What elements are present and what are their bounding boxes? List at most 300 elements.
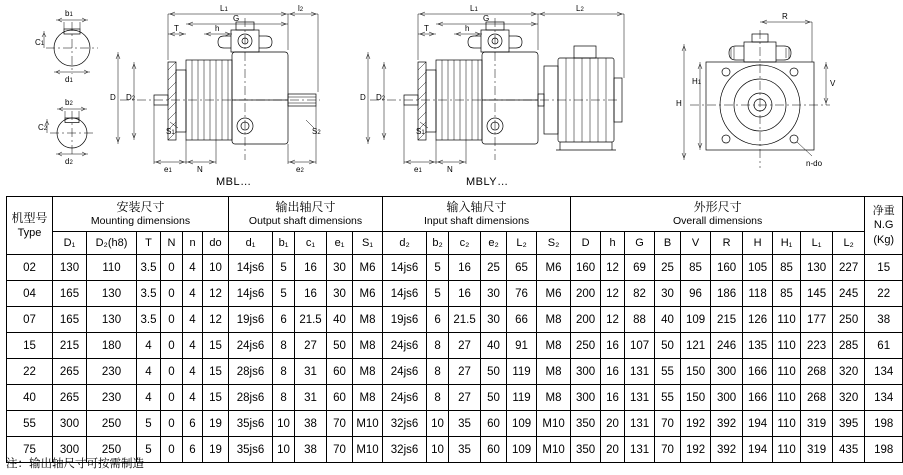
cell-V: 121 [681, 333, 711, 359]
subheader-c2: c₂ [449, 232, 481, 255]
cell-D: 350 [571, 437, 601, 463]
cell-c2: 16 [449, 255, 481, 281]
assembly-view-mbl [110, 4, 321, 174]
cell-L2: 250 [833, 307, 865, 333]
subheader-d1: d₁ [229, 232, 273, 255]
subheader-L2-input: L₂ [507, 232, 537, 255]
cell-d1: 24js6 [229, 333, 273, 359]
cell-d1: 14js6 [229, 255, 273, 281]
svg-text:S2: S2 [312, 127, 321, 136]
cell-N: 0 [161, 437, 183, 463]
header-mounting-dimensions: 安装尺寸 Mounting dimensions [53, 197, 229, 232]
cell-b2: 10 [427, 437, 449, 463]
cell-L1: 268 [801, 359, 833, 385]
table-subheader-row [7, 232, 903, 255]
cell-ng: 22 [865, 281, 903, 307]
cell-n: 4 [183, 281, 203, 307]
cell-D2: 230 [87, 385, 137, 411]
cell-B: 50 [655, 333, 681, 359]
cell-R: 392 [711, 411, 743, 437]
cell-h: 12 [601, 255, 625, 281]
cell-R: 246 [711, 333, 743, 359]
header-input-shaft-dimensions: 输入轴尺寸 Input shaft dimensions [383, 197, 571, 232]
cell-D2: 180 [87, 333, 137, 359]
cell-S1: M8 [353, 385, 383, 411]
cell-G: 82 [625, 281, 655, 307]
cell-N: 0 [161, 333, 183, 359]
cell-L2: 435 [833, 437, 865, 463]
cell-b2: 10 [427, 411, 449, 437]
cell-H1: 110 [773, 359, 801, 385]
cell-c1: 38 [295, 411, 327, 437]
svg-text:G: G [483, 14, 490, 23]
cell-V: 109 [681, 307, 711, 333]
cell-G: 131 [625, 385, 655, 411]
cell-L2-input: 109 [507, 437, 537, 463]
cell-b1: 8 [273, 385, 295, 411]
cell-b1: 5 [273, 255, 295, 281]
cell-b1: 5 [273, 281, 295, 307]
svg-text:e1: e1 [164, 165, 172, 174]
svg-text:L2: L2 [576, 4, 584, 13]
cell-L1: 268 [801, 385, 833, 411]
cell-D2: 110 [87, 255, 137, 281]
cell-L2-input: 66 [507, 307, 537, 333]
svg-text:b1: b1 [65, 9, 73, 18]
end-view-flange [676, 12, 836, 168]
cell-do: 12 [203, 281, 229, 307]
cell-do: 15 [203, 385, 229, 411]
cell-V: 96 [681, 281, 711, 307]
cell-e1: 40 [327, 307, 353, 333]
cell-D2: 130 [87, 281, 137, 307]
cell-d1: 14js6 [229, 281, 273, 307]
cell-D1: 165 [53, 281, 87, 307]
cell-H1: 85 [773, 281, 801, 307]
cell-n: 4 [183, 385, 203, 411]
svg-text:N: N [197, 165, 203, 174]
cell-D: 350 [571, 411, 601, 437]
cell-L2-input: 91 [507, 333, 537, 359]
cell-c1: 38 [295, 437, 327, 463]
subheader-D2h8: D₂(h8) [87, 232, 137, 255]
cell-c2: 21.5 [449, 307, 481, 333]
footnote: 注：输出轴尺寸可按需制造 [6, 458, 144, 470]
cell-L2-input: 109 [507, 411, 537, 437]
cell-H1: 110 [773, 437, 801, 463]
cell-h: 20 [601, 437, 625, 463]
dimensions-table [6, 196, 903, 463]
cell-S1: M10 [353, 411, 383, 437]
cell-b1: 10 [273, 437, 295, 463]
dimensions-table-wrapper [6, 196, 895, 463]
cell-T: 5 [137, 411, 161, 437]
cell-ng: 15 [865, 255, 903, 281]
cell-L2-input: 119 [507, 359, 537, 385]
subheader-L1: L₁ [801, 232, 833, 255]
svg-text:T: T [174, 24, 179, 33]
cell-R: 215 [711, 307, 743, 333]
cell-h: 20 [601, 411, 625, 437]
cell-S2: M8 [537, 359, 571, 385]
cell-do: 19 [203, 437, 229, 463]
cell-ng: 198 [865, 437, 903, 463]
cell-D: 160 [571, 255, 601, 281]
svg-text:D: D [360, 93, 366, 102]
technical-drawings [0, 0, 860, 186]
cell-d2: 24js6 [383, 385, 427, 411]
cell-e1: 70 [327, 411, 353, 437]
cell-type: 15 [7, 333, 53, 359]
cell-V: 192 [681, 437, 711, 463]
cell-V: 192 [681, 411, 711, 437]
cell-n: 4 [183, 333, 203, 359]
cell-D: 200 [571, 281, 601, 307]
cell-c2: 27 [449, 359, 481, 385]
cell-V: 85 [681, 255, 711, 281]
cell-d2: 19js6 [383, 307, 427, 333]
subheader-D1: D₁ [53, 232, 87, 255]
svg-text:S1: S1 [166, 127, 175, 136]
cell-h: 12 [601, 281, 625, 307]
cell-e1: 50 [327, 333, 353, 359]
cell-S2: M10 [537, 411, 571, 437]
cell-d2: 14js6 [383, 255, 427, 281]
cell-H1: 110 [773, 333, 801, 359]
cell-S1: M8 [353, 333, 383, 359]
cell-d2: 24js6 [383, 333, 427, 359]
cell-V: 150 [681, 385, 711, 411]
svg-text:T: T [424, 24, 429, 33]
cell-H: 118 [743, 281, 773, 307]
cell-H1: 85 [773, 255, 801, 281]
cell-L2: 320 [833, 385, 865, 411]
subheader-S2: S₂ [537, 232, 571, 255]
cell-G: 131 [625, 437, 655, 463]
cell-H: 166 [743, 385, 773, 411]
cell-D1: 300 [53, 437, 87, 463]
cell-c2: 27 [449, 385, 481, 411]
table-row [7, 281, 903, 307]
cell-ng: 134 [865, 385, 903, 411]
cell-N: 0 [161, 385, 183, 411]
cell-ng: 198 [865, 411, 903, 437]
cell-e1: 70 [327, 437, 353, 463]
cell-do: 10 [203, 255, 229, 281]
svg-text:d1: d1 [65, 75, 73, 84]
subheader-b2: b₂ [427, 232, 449, 255]
cell-S1: M8 [353, 307, 383, 333]
svg-text:H1: H1 [692, 77, 702, 86]
subheader-H: H [743, 232, 773, 255]
cell-R: 160 [711, 255, 743, 281]
cell-R: 392 [711, 437, 743, 463]
svg-text:D2: D2 [126, 93, 136, 102]
svg-text:C1: C1 [35, 38, 45, 47]
cell-G: 69 [625, 255, 655, 281]
cell-c2: 27 [449, 333, 481, 359]
cell-do: 15 [203, 359, 229, 385]
cell-S1: M10 [353, 437, 383, 463]
cell-G: 88 [625, 307, 655, 333]
subheader-G: G [625, 232, 655, 255]
cell-D: 200 [571, 307, 601, 333]
cell-T: 3.5 [137, 307, 161, 333]
cell-B: 55 [655, 359, 681, 385]
cell-type: 22 [7, 359, 53, 385]
cell-B: 55 [655, 385, 681, 411]
svg-text:L1: L1 [470, 4, 478, 13]
cell-b2: 8 [427, 385, 449, 411]
cell-d1: 28js6 [229, 385, 273, 411]
cell-ng: 38 [865, 307, 903, 333]
cell-L2: 245 [833, 281, 865, 307]
cell-d2: 24js6 [383, 359, 427, 385]
table-row [7, 333, 903, 359]
cell-e1: 30 [327, 281, 353, 307]
shaft-end-view-bottom [38, 98, 94, 166]
subheader-S1: S₁ [353, 232, 383, 255]
svg-text:n-do: n-do [806, 159, 823, 168]
cell-T: 4 [137, 359, 161, 385]
svg-text:C2: C2 [38, 123, 48, 132]
subheader-b1: b₁ [273, 232, 295, 255]
cell-e1: 60 [327, 359, 353, 385]
svg-text:h: h [465, 24, 470, 33]
cell-H: 194 [743, 411, 773, 437]
cell-G: 107 [625, 333, 655, 359]
table-group-header-row [7, 197, 903, 232]
cell-n: 6 [183, 411, 203, 437]
subheader-B: B [655, 232, 681, 255]
cell-S2: M6 [537, 255, 571, 281]
cell-T: 3.5 [137, 255, 161, 281]
cell-c2: 35 [449, 437, 481, 463]
cell-S2: M8 [537, 385, 571, 411]
cell-h: 16 [601, 333, 625, 359]
cell-D1: 265 [53, 359, 87, 385]
cell-b2: 8 [427, 333, 449, 359]
table-row [7, 307, 903, 333]
cell-H1: 110 [773, 411, 801, 437]
cell-D2: 230 [87, 359, 137, 385]
shaft-end-view-top [35, 9, 98, 84]
svg-text:h: h [215, 24, 220, 33]
cell-S1: M6 [353, 281, 383, 307]
cell-H: 194 [743, 437, 773, 463]
svg-text:N: N [447, 165, 453, 174]
cell-N: 0 [161, 307, 183, 333]
subheader-do: do [203, 232, 229, 255]
cell-N: 0 [161, 255, 183, 281]
cell-R: 186 [711, 281, 743, 307]
cell-L2-input: 65 [507, 255, 537, 281]
cell-B: 70 [655, 437, 681, 463]
cell-B: 70 [655, 411, 681, 437]
header-overall-dimensions: 外形尺寸 Overall dimensions [571, 197, 865, 232]
cell-B: 25 [655, 255, 681, 281]
subheader-D: D [571, 232, 601, 255]
cell-b1: 10 [273, 411, 295, 437]
cell-e2: 30 [481, 307, 507, 333]
cell-L1: 145 [801, 281, 833, 307]
cell-T: 4 [137, 385, 161, 411]
subheader-h: h [601, 232, 625, 255]
subheader-e1: e₁ [327, 232, 353, 255]
cell-b1: 6 [273, 307, 295, 333]
cell-type: 40 [7, 385, 53, 411]
cell-D: 250 [571, 333, 601, 359]
cell-D2: 130 [87, 307, 137, 333]
header-net-weight: 净重 N.G (Kg) [865, 197, 903, 255]
svg-text:l2: l2 [298, 4, 304, 13]
cell-L2: 395 [833, 411, 865, 437]
cell-c1: 31 [295, 385, 327, 411]
cell-type: 55 [7, 411, 53, 437]
svg-text:e1: e1 [414, 165, 422, 174]
cell-L2: 320 [833, 359, 865, 385]
cell-D: 300 [571, 359, 601, 385]
cell-D1: 165 [53, 307, 87, 333]
cell-L2-input: 119 [507, 385, 537, 411]
cell-D1: 265 [53, 385, 87, 411]
cell-d2: 32js6 [383, 411, 427, 437]
cell-h: 16 [601, 359, 625, 385]
subheader-L2: L₂ [833, 232, 865, 255]
cell-L2: 227 [833, 255, 865, 281]
cell-N: 0 [161, 281, 183, 307]
cell-type: 07 [7, 307, 53, 333]
cell-S2: M6 [537, 281, 571, 307]
svg-text:d2: d2 [65, 157, 73, 166]
table-row [7, 255, 903, 281]
svg-text:G: G [233, 14, 240, 23]
cell-e2: 30 [481, 281, 507, 307]
cell-ng: 61 [865, 333, 903, 359]
table-row [7, 359, 903, 385]
cell-d2: 14js6 [383, 281, 427, 307]
cell-G: 131 [625, 411, 655, 437]
cell-d2: 32js6 [383, 437, 427, 463]
cell-T: 4 [137, 333, 161, 359]
cell-e1: 60 [327, 385, 353, 411]
drawings-svg [0, 0, 860, 190]
cell-L1: 319 [801, 411, 833, 437]
cell-N: 0 [161, 411, 183, 437]
cell-c1: 16 [295, 255, 327, 281]
subheader-n: n [183, 232, 203, 255]
cell-H1: 110 [773, 385, 801, 411]
cell-R: 300 [711, 359, 743, 385]
cell-H: 105 [743, 255, 773, 281]
svg-text:S1: S1 [416, 127, 425, 136]
cell-n: 4 [183, 359, 203, 385]
cell-T: 5 [137, 437, 161, 463]
subheader-N: N [161, 232, 183, 255]
header-output-shaft-dimensions: 输出轴尺寸 Output shaft dimensions [229, 197, 383, 232]
cell-h: 12 [601, 307, 625, 333]
cell-S2: M8 [537, 333, 571, 359]
cell-do: 19 [203, 411, 229, 437]
cell-D2: 250 [87, 411, 137, 437]
cell-L1: 319 [801, 437, 833, 463]
cell-T: 3.5 [137, 281, 161, 307]
cell-e1: 30 [327, 255, 353, 281]
cell-H1: 110 [773, 307, 801, 333]
cell-c1: 16 [295, 281, 327, 307]
svg-text:D2: D2 [376, 93, 386, 102]
cell-D1: 300 [53, 411, 87, 437]
caption-mbly: MBLY… [466, 176, 509, 188]
subheader-R: R [711, 232, 743, 255]
subheader-V: V [681, 232, 711, 255]
cell-S2: M10 [537, 437, 571, 463]
subheader-H1: H₁ [773, 232, 801, 255]
cell-d1: 19js6 [229, 307, 273, 333]
header-type: 机型号 Type [7, 197, 53, 255]
cell-e2: 50 [481, 359, 507, 385]
cell-e2: 50 [481, 385, 507, 411]
cell-c1: 31 [295, 359, 327, 385]
cell-R: 300 [711, 385, 743, 411]
cell-b2: 8 [427, 359, 449, 385]
cell-H: 166 [743, 359, 773, 385]
cell-do: 12 [203, 307, 229, 333]
cell-d1: 35js6 [229, 411, 273, 437]
cell-D2: 250 [87, 437, 137, 463]
subheader-d2: d₂ [383, 232, 427, 255]
subheader-c1: c₁ [295, 232, 327, 255]
cell-d1: 28js6 [229, 359, 273, 385]
cell-ng: 134 [865, 359, 903, 385]
cell-e2: 25 [481, 255, 507, 281]
table-row [7, 411, 903, 437]
cell-type: 02 [7, 255, 53, 281]
cell-b2: 5 [427, 255, 449, 281]
cell-D1: 130 [53, 255, 87, 281]
cell-S1: M8 [353, 359, 383, 385]
cell-B: 30 [655, 281, 681, 307]
cell-b1: 8 [273, 333, 295, 359]
cell-L1: 177 [801, 307, 833, 333]
cell-type: 75 [7, 437, 53, 463]
caption-mbl: MBL… [216, 176, 252, 188]
cell-d1: 35js6 [229, 437, 273, 463]
cell-D1: 215 [53, 333, 87, 359]
cell-H: 126 [743, 307, 773, 333]
cell-e2: 60 [481, 411, 507, 437]
cell-c2: 16 [449, 281, 481, 307]
cell-N: 0 [161, 359, 183, 385]
cell-b2: 6 [427, 307, 449, 333]
svg-text:D: D [110, 93, 116, 102]
cell-H: 135 [743, 333, 773, 359]
cell-b1: 8 [273, 359, 295, 385]
svg-text:e2: e2 [296, 165, 304, 174]
svg-text:H: H [676, 99, 682, 108]
cell-L1: 130 [801, 255, 833, 281]
svg-text:R: R [782, 12, 788, 21]
cell-e2: 60 [481, 437, 507, 463]
cell-L2: 285 [833, 333, 865, 359]
cell-L1: 223 [801, 333, 833, 359]
cell-c1: 21.5 [295, 307, 327, 333]
cell-S2: M8 [537, 307, 571, 333]
cell-h: 16 [601, 385, 625, 411]
svg-text:L1: L1 [220, 4, 228, 13]
subheader-e2: e₂ [481, 232, 507, 255]
cell-b2: 5 [427, 281, 449, 307]
